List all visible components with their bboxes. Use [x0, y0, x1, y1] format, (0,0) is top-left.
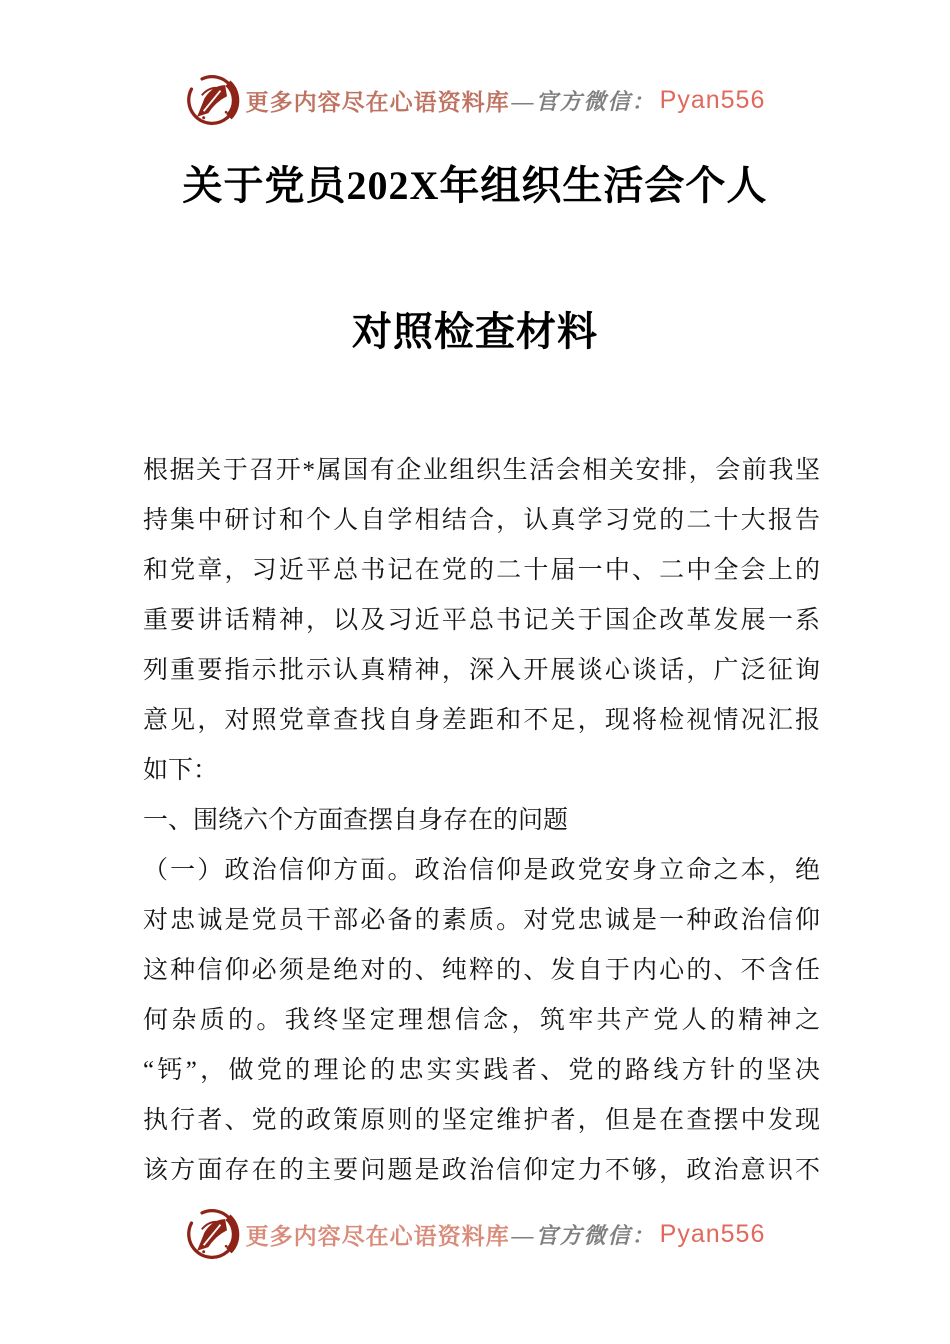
body-line: 执行者、党的政策原则的坚定维护者，但是在查摆中发现 — [143, 1107, 820, 1134]
page-footer — [0, 1202, 950, 1266]
doc-title-line-1: 关于党员202X年组织生活会个人 — [182, 163, 768, 208]
body-line: 何杂质的。我终坚定理想信念，筑牢共产党人的精神之 — [143, 1007, 820, 1034]
section-heading: 一、围绕六个方面查摆自身存在的问题 — [143, 807, 569, 834]
document-body — [143, 446, 820, 1196]
wechat-label: —官方微信： — [511, 88, 656, 114]
body-line: 列重要指示批示认真精神，深入开展谈心谈话，广泛征询 — [143, 657, 820, 684]
wechat-label: —官方微信： — [511, 1222, 656, 1248]
body-line: 如下： — [143, 757, 219, 784]
body-line: 对忠诚是党员干部必备的素质。对党忠诚是一种政治信仰 — [143, 907, 820, 934]
brand-text: 更多内容尽在心语资料库 — [245, 1223, 510, 1249]
pen-nib-circle-icon — [185, 71, 241, 129]
wechat-id: Pyan556 — [659, 1219, 766, 1248]
page-header — [0, 68, 950, 132]
wechat-id: Pyan556 — [659, 85, 766, 114]
body-line: （一）政治信仰方面。政治信仰是政党安身立命之本，绝 — [143, 857, 820, 884]
body-line: 这种信仰必须是绝对的、纯粹的、发自于内心的、不含任 — [143, 957, 820, 984]
body-line: 持集中研讨和个人自学相结合，认真学习党的二十大报告 — [143, 507, 820, 534]
brand-text: 更多内容尽在心语资料库 — [245, 89, 510, 115]
body-line: 该方面存在的主要问题是政治信仰定力不够，政治意识不 — [143, 1157, 820, 1184]
body-line: 根据关于召开*属国有企业组织生活会相关安排，会前我坚 — [143, 457, 820, 484]
body-line: 意见，对照党章查找自身差距和不足，现将检视情况汇报 — [143, 707, 820, 734]
body-line: “钙”，做党的理论的忠实实践者、党的路线方针的坚决 — [143, 1057, 820, 1084]
doc-title-line-2: 对照检查材料 — [352, 309, 598, 354]
body-line: 和党章，习近平总书记在党的二十届一中、二中全会上的 — [143, 557, 820, 584]
body-line: 重要讲话精神，以及习近平总书记关于国企改革发展一系 — [143, 607, 820, 634]
pen-nib-circle-icon — [185, 1205, 241, 1263]
